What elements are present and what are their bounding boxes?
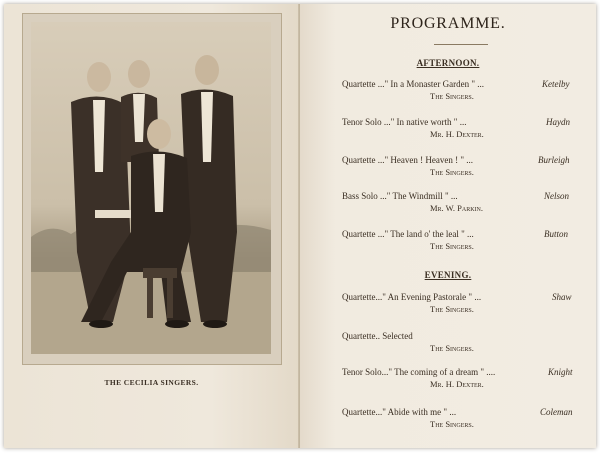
section-heading-evening: EVENING. xyxy=(424,270,472,280)
programme-item xyxy=(300,79,596,109)
programme-sheet xyxy=(4,4,596,448)
item-performer: The Singers. xyxy=(430,419,474,429)
item-composer: Haydn xyxy=(546,117,570,127)
programme-item xyxy=(300,117,596,147)
item-performer: Mr. W. Parkin. xyxy=(430,203,483,213)
programme-title: PROGRAMME. xyxy=(390,15,506,32)
item-composer: Coleman xyxy=(540,407,573,417)
item-title: Tenor Solo..." The coming of a dream " .... xyxy=(342,367,496,377)
programme-item xyxy=(300,407,596,437)
item-performer: Mr. H. Dexter. xyxy=(430,129,484,139)
item-performer: The Singers. xyxy=(430,167,474,177)
item-composer: Ketelby xyxy=(542,79,570,89)
item-performer: Mr. H. Dexter. xyxy=(430,379,484,389)
item-title: Tenor Solo ..." In native worth " ... xyxy=(342,117,467,127)
title-rule xyxy=(434,44,488,45)
item-composer: Burleigh xyxy=(538,155,570,165)
right-page xyxy=(300,4,596,448)
item-composer: Button xyxy=(544,229,568,239)
item-performer: The Singers. xyxy=(430,343,474,353)
programme-item xyxy=(300,367,596,397)
item-title: Quartette ..." The land o' the leal " ... xyxy=(342,229,474,239)
programme-item xyxy=(300,292,596,322)
item-title: Quartette.. Selected xyxy=(342,331,413,341)
item-composer: Knight xyxy=(548,367,573,377)
item-title: Quartette..." Abide with me " ... xyxy=(342,407,457,417)
singers-photograph xyxy=(31,22,271,354)
item-performer: The Singers. xyxy=(430,91,474,101)
item-title: Quartette ..." Heaven ! Heaven ! " ... xyxy=(342,155,474,165)
section-heading-afternoon: AFTERNOON. xyxy=(416,58,480,68)
item-composer: Shaw xyxy=(552,292,572,302)
item-performer: The Singers. xyxy=(430,304,474,314)
photo-mount xyxy=(22,13,282,365)
programme-item xyxy=(300,191,596,221)
left-page xyxy=(4,4,299,448)
programme-item xyxy=(300,229,596,259)
programme-item xyxy=(300,155,596,185)
item-title: Quartette ..." In a Monaster Garden " ... xyxy=(342,79,485,89)
item-performer: The Singers. xyxy=(430,241,474,251)
programme-item xyxy=(300,331,596,361)
item-title: Quartette..." An Evening Pastorale " ... xyxy=(342,292,482,302)
item-composer: Nelson xyxy=(544,191,570,201)
item-title: Bass Solo ..." The Windmill " ... xyxy=(342,191,458,201)
photo-caption: THE CECILIA SINGERS. xyxy=(104,378,199,387)
